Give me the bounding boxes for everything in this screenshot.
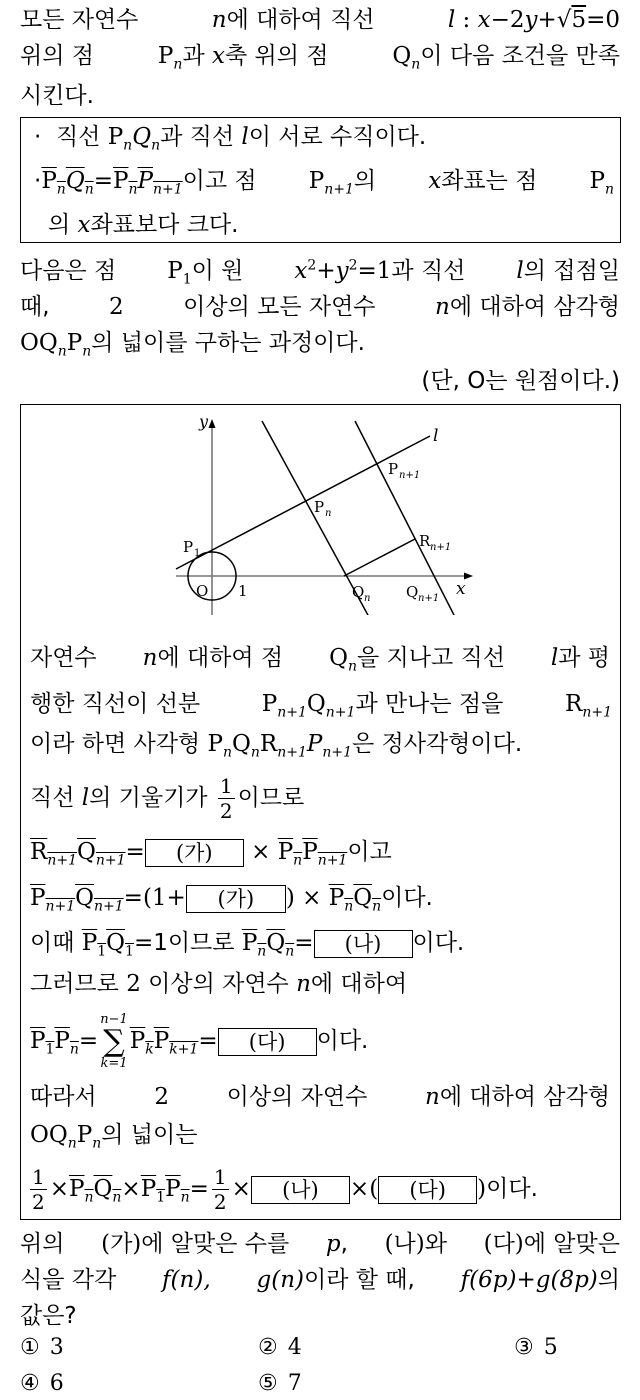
text: 때, xyxy=(20,294,50,320)
text: f(6p)+g(8p)의 xyxy=(460,1267,620,1293)
text: 모든 자연수 xyxy=(20,7,139,33)
choice-value: 7 xyxy=(287,1371,302,1396)
text: n에 대하여 삼각형 xyxy=(424,1084,610,1110)
text: (가)에 알맞은 수를 xyxy=(101,1231,290,1257)
choice-4[interactable] xyxy=(20,1369,64,1399)
text: $Q_n$을 지나고 직선 xyxy=(329,645,505,675)
text: 이라 하면 사각형 xyxy=(30,731,201,757)
text: $R_{n+1}$ xyxy=(565,691,612,721)
choice-marker: ④ xyxy=(20,1371,40,1396)
svg-text:n+1: n+1 xyxy=(418,593,440,604)
condition-1: · 직선 $P_nQ_n$과 직선 l이 서로 수직이다. xyxy=(34,124,427,154)
process-line-8: 그러므로 2 이상의 자연수 n에 대하여 xyxy=(30,971,408,997)
text: 이상의 자연수 xyxy=(148,971,289,997)
text: $P_n$ xyxy=(589,168,614,198)
choice-value: 4 xyxy=(287,1335,302,1360)
line-Pn1Qn1 xyxy=(355,421,455,615)
text: $P_{n+1}$의 xyxy=(308,168,377,198)
text: 2 xyxy=(126,971,141,997)
svg-text:P: P xyxy=(183,538,194,556)
svg-text:R: R xyxy=(419,532,431,550)
blank-ga: (가) xyxy=(186,885,286,913)
text: 의 넓이를 구하는 과정이다. xyxy=(91,330,365,356)
text: n에 대하여 삼각형 xyxy=(435,294,620,320)
question-line-3 xyxy=(20,1298,620,1334)
circle-equation: $x^2+y^2=1$과 직선 xyxy=(294,257,466,284)
text: 2 xyxy=(154,1084,169,1110)
segment-QnRn1 xyxy=(344,539,415,576)
label-Rn1 xyxy=(419,532,451,553)
choice-value: 6 xyxy=(49,1371,64,1396)
choice-marker: ③ xyxy=(514,1335,534,1360)
condition-2-cont: 의 x좌표보다 크다. xyxy=(48,212,239,238)
label-P1 xyxy=(183,538,200,559)
y-axis-arrow-icon xyxy=(209,419,216,428)
svg-text:n: n xyxy=(325,508,332,519)
text: n에 대하여 직선 xyxy=(211,7,375,33)
process-intro-1 xyxy=(20,253,620,289)
text: 과 직선 xyxy=(160,124,235,150)
process-line-9: $P_1P_n=$ n−1 ∑ k=1 $P_kP_{k+1}=$ (다) 이다. xyxy=(30,1011,369,1071)
text: n에 대하여 점 xyxy=(142,645,284,671)
text: 의 기울기가 xyxy=(89,785,208,811)
text: 시킨다. xyxy=(20,83,94,109)
choice-marker: ② xyxy=(258,1335,278,1360)
text: (다)에 알맞은 xyxy=(483,1231,620,1257)
text: (나)와 xyxy=(384,1231,447,1257)
text: 위의 xyxy=(20,1231,65,1257)
blank-na: (나) xyxy=(251,1176,350,1204)
choice-1[interactable] xyxy=(20,1333,64,1363)
text: 이다. xyxy=(316,1028,369,1054)
text: $P_1$이 원 xyxy=(167,258,244,288)
text: 의 xyxy=(48,212,71,238)
bullet: · xyxy=(34,124,42,150)
text: $Q_n$이 다음 조건을 만족 xyxy=(392,43,620,73)
text: 직선 xyxy=(30,785,75,811)
label-Pn1 xyxy=(388,460,420,481)
text: $\cdot P_nQ_n=P_nP_{n+1}$이고 점 xyxy=(34,168,257,198)
text: 에 대하여 xyxy=(310,971,408,997)
coordinate-figure xyxy=(160,405,490,615)
text: 이상의 자연수 xyxy=(226,1084,368,1110)
process-line-6: $P_{n+1}Q_{n+1}=(1+$ (가) ) × $P_nQ_n$이다. xyxy=(30,885,433,915)
label-one: 1 xyxy=(238,582,248,600)
choice-value: 5 xyxy=(543,1335,558,1360)
choice-3[interactable] xyxy=(514,1333,558,1363)
text: 이상의 모든 자연수 xyxy=(183,294,376,320)
label-Qn1 xyxy=(406,583,439,604)
choice-marker: ⑤ xyxy=(258,1371,278,1396)
label-Qn xyxy=(352,583,370,604)
text: 직선 xyxy=(55,124,101,150)
text: $P_n$과 x축 위의 점 xyxy=(157,43,329,73)
svg-text:n: n xyxy=(364,593,371,604)
process-line-10 xyxy=(30,1079,610,1115)
fraction-one-half: $\frac{1}{2}$ xyxy=(219,774,233,823)
text: p, xyxy=(325,1231,348,1257)
blank-na: (나) xyxy=(314,930,413,958)
text: 은 정사각형이다. xyxy=(352,731,523,757)
text: 그러므로 xyxy=(30,971,119,997)
text: 위의 점 xyxy=(20,43,94,69)
text: 이므로 xyxy=(237,785,305,811)
note-text: (단, O는 원점이다.) xyxy=(421,368,620,394)
label-x: x xyxy=(456,579,466,599)
text: 이다. xyxy=(381,885,433,911)
process-intro-3: $OQ_nP_n$의 넓이를 구하는 과정이다. xyxy=(20,330,365,360)
process-intro-2 xyxy=(20,289,620,325)
process-line-11: $OQ_nP_n$의 넓이는 xyxy=(30,1122,198,1152)
blank-ga: (가) xyxy=(145,839,244,867)
svg-text:P: P xyxy=(314,498,325,516)
svg-text:n+1: n+1 xyxy=(430,542,452,553)
text: 2 xyxy=(109,294,124,320)
process-line-7: 이때 $P_1Q_1=1$이므로 $P_nQ_n=$ (나) 이다. xyxy=(30,930,465,960)
text: 자연수 xyxy=(30,645,97,671)
text: x좌표는 점 xyxy=(428,168,538,194)
text: $P_{n+1}Q_{n+1}$과 만나는 점을 xyxy=(261,691,504,721)
text: 이 서로 수직이다. xyxy=(248,124,427,150)
blank-da: (다) xyxy=(218,1028,317,1056)
label-origin: O xyxy=(196,582,209,600)
text: =1이므로 xyxy=(133,930,235,956)
text: 의 넓이는 xyxy=(101,1122,198,1148)
line-equation: l : x−2y+√5=0 xyxy=(447,7,620,33)
choice-5[interactable] xyxy=(258,1369,302,1399)
svg-text:n+1: n+1 xyxy=(399,470,421,481)
process-line-2 xyxy=(30,686,612,722)
blank-da: (다) xyxy=(378,1176,477,1204)
text: 식을 각각 xyxy=(20,1267,117,1293)
process-line-1 xyxy=(30,640,610,676)
f-of-n: f(n), xyxy=(162,1267,211,1293)
condition-2 xyxy=(34,163,614,199)
process-line-4: 직선 l의 기울기가 $\frac{1}{2}$ 이므로 xyxy=(30,774,305,823)
svg-text:Q: Q xyxy=(352,583,365,601)
text: 이때 xyxy=(30,930,75,956)
text: 이다. xyxy=(486,1176,538,1202)
text: 따라서 xyxy=(30,1084,97,1110)
intro-line-3 xyxy=(20,78,620,114)
svg-text:1: 1 xyxy=(194,548,201,559)
summation: n−1 ∑ k=1 xyxy=(100,1011,128,1071)
line-l xyxy=(176,436,430,569)
intro-line-1 xyxy=(20,2,620,38)
text: 이다. xyxy=(412,930,465,956)
label-y: y xyxy=(199,412,209,431)
fraction-one-half: $\frac{1}{2}$ xyxy=(32,1165,45,1214)
text: l과 평 xyxy=(550,645,610,671)
text: 행한 직선이 선분 xyxy=(30,691,201,717)
text: l의 접점일 xyxy=(516,258,620,284)
text: g(n)이라 할 때, xyxy=(256,1267,415,1293)
text: 다음은 점 xyxy=(20,258,117,284)
text: 값은? xyxy=(20,1303,77,1329)
process-line-5: $R_{n+1}Q_{n+1}=$ (가) × $P_nP_{n+1}$이고 xyxy=(30,839,392,869)
process-line-12: $\frac{1}{2}$ $\times P_nQ_n\times P_1P_n=$ $\frac{1}{2}$ × (나) ×( (다) )이다. xyxy=(32,1165,538,1214)
question-line-2 xyxy=(20,1262,620,1298)
note xyxy=(20,363,620,399)
svg-text:P: P xyxy=(388,460,399,478)
process-line-3: 이라 하면 사각형 $P_nQ_nR_{n+1}P_{n+1}$은 정사각형이다. xyxy=(30,731,523,761)
svg-text:Q: Q xyxy=(406,583,419,601)
choice-marker: ① xyxy=(20,1335,40,1360)
choice-value: 3 xyxy=(49,1335,64,1360)
text: 이고 xyxy=(347,839,392,865)
question-line-1 xyxy=(20,1226,620,1262)
text: 좌표보다 크다. xyxy=(90,212,239,238)
intro-line-2 xyxy=(20,38,620,74)
label-Pn xyxy=(314,498,331,519)
label-l: l xyxy=(433,426,439,446)
fraction-one-half: $\frac{1}{2}$ xyxy=(213,1165,227,1214)
choice-2[interactable] xyxy=(258,1333,302,1363)
